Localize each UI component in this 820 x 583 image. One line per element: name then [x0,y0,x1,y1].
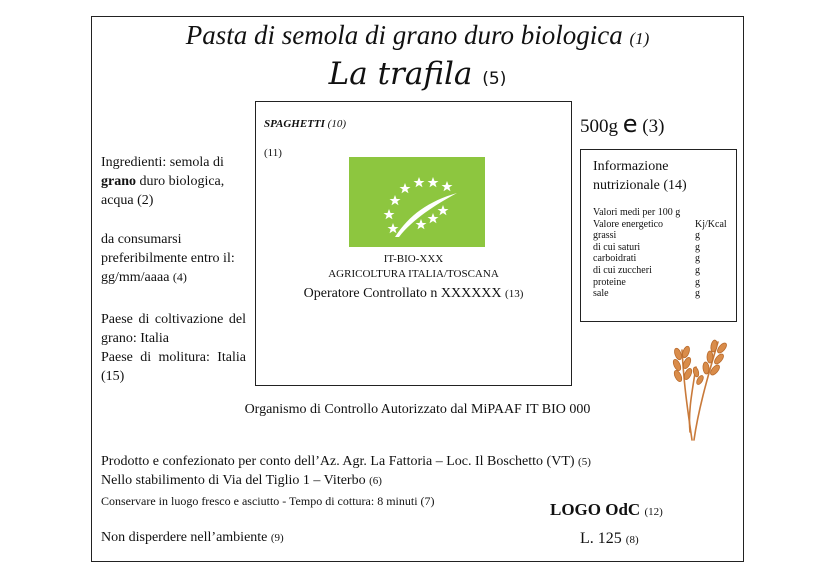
bio-code: IT-BIO-XXX [383,253,444,265]
wheat-icon [662,332,730,442]
bio-origin: AGRICOLTURA ITALIA/TOSCANA [328,268,499,280]
storage-line: Conservare in luogo fresco e asciutto - Tempo di cottura: 8 minuti (7) [101,494,435,508]
ingredients: Ingredienti: semola di grano duro biologica, acqua (2) [101,155,225,208]
cultivation-country: Paese di coltivazione del grano: Italia [101,312,246,346]
lot-number: L. 125 (8) [580,530,639,547]
nutrition-table [593,207,733,300]
code-note: (11) [264,147,282,159]
estimated-sign: e [622,110,638,138]
producer-line: Prodotto e confezionato per conto dell’Az. Agr. La Fattoria – Loc. Il Boschetto (VT) (5) [101,454,591,469]
nutrition-row: sale g [593,288,700,300]
milling-country: Paese di molitura: Italia (15) [101,350,246,384]
product-subtitle: La trafila (5) [328,56,507,92]
nutrition-row: Valore energetico Kj/Kcal [593,218,727,230]
logo-odc: LOGO OdC (12) [550,500,663,519]
control-body: Organismo di Controllo Autorizzato dal MiPAAF IT BIO 000 [244,402,591,417]
product-title: Pasta di semola di grano duro biologica (1) [185,20,650,50]
eu-organic-logo [349,157,485,247]
product-name: SPAGHETTI (10) [264,118,346,130]
nutrition-row: carboidrati g [593,253,700,265]
nutrition-row: proteine g [593,276,700,288]
expiry-date: da consumarsi preferibilmente entro il: gg/mm/aaaa (4) [101,232,235,285]
operator-control: Operatore Controllato n XXXXXX (13) [303,286,524,301]
nutrition-title: Informazione nutrizionale (14) [593,159,687,193]
plant-line: Nello stabilimento di Via del Tiglio 1 – Viterbo (6) [101,473,382,488]
net-weight: 500g e (3) [580,110,665,138]
nutrition-row: di cui saturi g [593,241,700,253]
nutrition-header: Valori medi per 100 g [593,207,681,218]
nutrition-row: grassi g [593,230,700,242]
eu-leaf-icon [349,157,485,247]
nutrition-row: di cui zuccheri g [593,264,700,276]
disposal-line: Non disperdere nell’ambiente (9) [101,530,284,545]
